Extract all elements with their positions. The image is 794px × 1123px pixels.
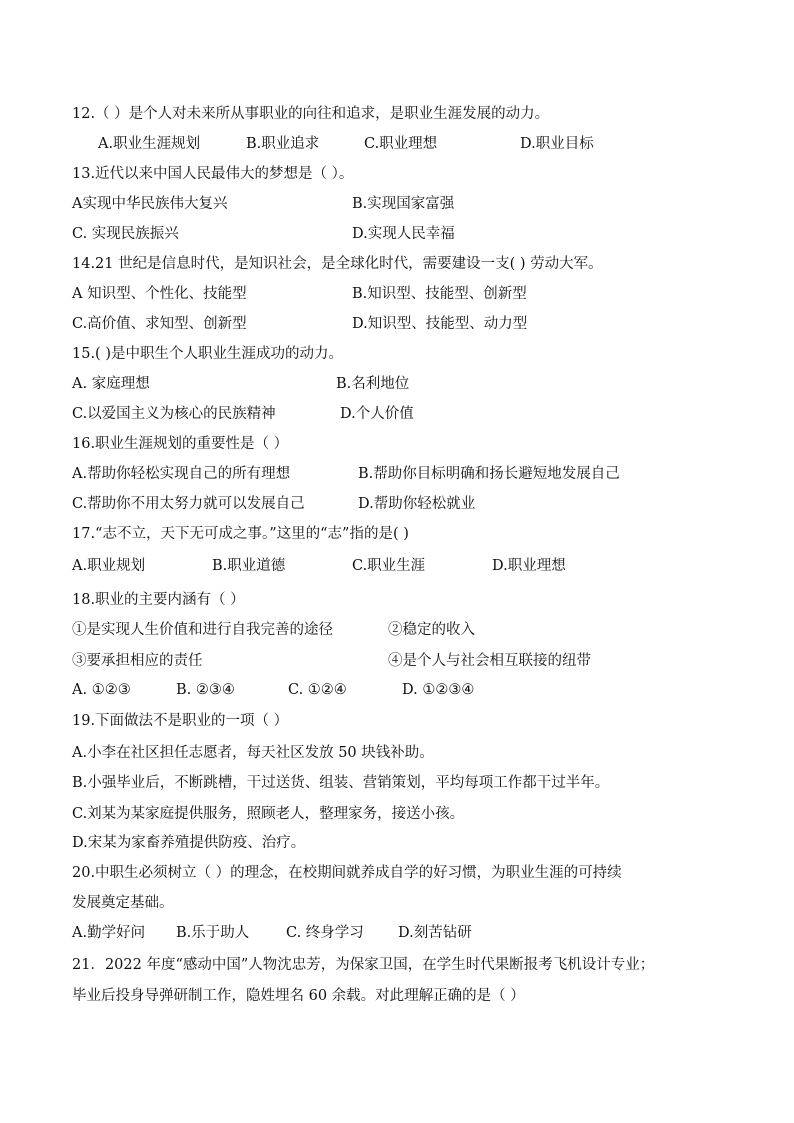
q19-option-c: C.刘某为某家庭提供服务，照顾老人，整理家务，接送小孩。 — [72, 806, 465, 822]
q15-option-c: C.以爱国主义为核心的民族精神 — [72, 406, 276, 422]
q18-option-c: C. ①②④ — [288, 682, 347, 698]
q12-option-a: A.职业生涯规划 — [98, 136, 201, 152]
q13-option-c: C. 实现民族振兴 — [72, 226, 179, 242]
q19-option-a: A.小李在社区担任志愿者，每天社区发放 50 块钱补助。 — [72, 745, 434, 761]
q15-option-b: B.名利地位 — [336, 376, 410, 392]
q18-statement-1: ①是实现人生价值和进行自我完善的途径 — [72, 622, 333, 638]
q17-option-d: D.职业理想 — [492, 558, 566, 574]
q12-option-b: B.职业追求 — [246, 136, 320, 152]
q13-option-b: B.实现国家富强 — [352, 196, 455, 212]
question-12-stem: 12.（ ）是个人对未来所从事职业的向往和追求，是职业生涯发展的动力。 — [72, 106, 550, 122]
q12-option-d: D.职业目标 — [520, 136, 594, 152]
question-20-stem-line1: 20.中职生必须树立（ ）的理念，在校期间就养成自学的好习惯，为职业生涯的可持续 — [72, 865, 622, 881]
question-20-stem-line2: 发展奠定基础。 — [72, 895, 174, 911]
q18-option-a: A. ①②③ — [72, 682, 131, 698]
q18-option-d: D. ①②③④ — [402, 682, 475, 698]
q20-option-a: A.勤学好问 — [72, 925, 146, 941]
q12-option-c: C.职业理想 — [364, 136, 438, 152]
q20-option-b: B.乐于助人 — [176, 925, 250, 941]
q16-option-a: A.帮助你轻松实现自己的所有理想 — [72, 466, 291, 482]
question-15-stem: 15.( )是中职生个人职业生涯成功的动力。 — [72, 346, 343, 362]
q14-option-c: C.高价值、求知型、创新型 — [72, 316, 247, 332]
q13-option-d: D.实现人民幸福 — [352, 226, 455, 242]
q20-option-c: C. 终身学习 — [286, 925, 364, 941]
q13-option-a: A实现中华民族伟大复兴 — [72, 196, 228, 212]
q17-option-b: B.职业道德 — [212, 558, 286, 574]
q19-option-b: B.小强毕业后，不断跳槽，干过送货、组装、营销策划，平均每项工作都干过半年。 — [72, 775, 610, 791]
q16-option-d: D.帮助你轻松就业 — [358, 496, 476, 512]
question-14-stem: 14.21 世纪是信息时代，是知识社会，是全球化时代，需要建设一支( ) 劳动大军。 — [72, 256, 603, 272]
q18-option-b: B. ②③④ — [176, 682, 235, 698]
q16-option-b: B.帮助你目标明确和扬长避短地发展自己 — [358, 466, 620, 482]
q14-option-b: B.知识型、技能型、创新型 — [352, 286, 527, 302]
question-19-stem: 19.下面做法不是职业的一项（ ） — [72, 713, 289, 729]
q14-option-d: D.知识型、技能型、动力型 — [352, 316, 528, 332]
q14-option-a: A 知识型、个性化、技能型 — [72, 286, 247, 302]
q18-statement-3: ③要承担相应的责任 — [72, 653, 203, 669]
q19-option-d: D.宋某为家畜养殖提供防疫、治疗。 — [72, 835, 306, 851]
q17-option-c: C.职业生涯 — [352, 558, 426, 574]
question-18-stem: 18.职业的主要内涵有（ ） — [72, 592, 245, 608]
question-17-stem: 17.“志不立，天下无可成之事。”这里的“志”指的是( ) — [72, 526, 409, 542]
q15-option-d: D.个人价值 — [340, 406, 414, 422]
q20-option-d: D.刻苦钻研 — [398, 925, 472, 941]
question-21-stem-line1: 21．2022 年度“感动中国”人物沈忠芳，为保家卫国，在学生时代果断报考飞机设计专业； — [72, 957, 655, 973]
question-21-stem-line2: 毕业后投身导弹研制工作，隐姓埋名 60 余载。对此理解正确的是（ ） — [72, 988, 525, 1004]
q18-statement-2: ②稳定的收入 — [388, 622, 475, 638]
q16-option-c: C.帮助你不用太努力就可以发展自己 — [72, 496, 305, 512]
q15-option-a: A. 家庭理想 — [72, 376, 150, 392]
q17-option-a: A.职业规划 — [72, 558, 146, 574]
question-16-stem: 16.职业生涯规划的重要性是（ ） — [72, 436, 289, 452]
q18-statement-4: ④是个人与社会相互联接的纽带 — [388, 653, 591, 669]
question-13-stem: 13.近代以来中国人民最伟大的梦想是（ ）。 — [72, 166, 354, 182]
